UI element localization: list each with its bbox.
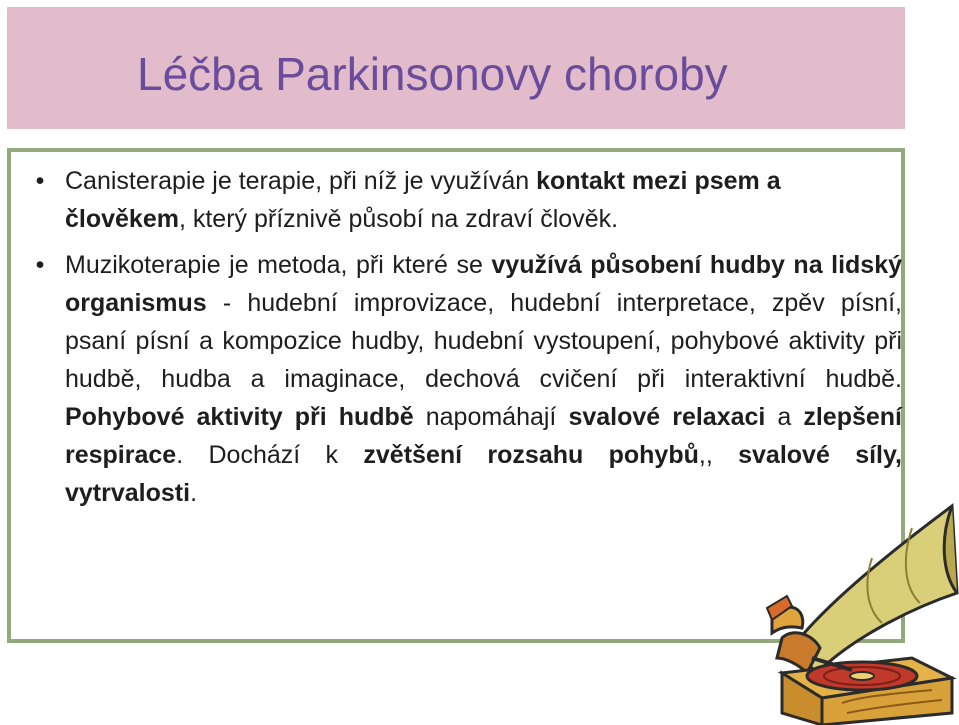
title-box bbox=[7, 7, 905, 129]
bullet-item-muzikoterapie: • Muzikoterapie je metoda, při které se využívá působení hudby na lidský organismus - hudební improvizace, hudební interpretace, zpěv písní, psaní písní a kompozice hudby, hudební vystoupení, pohybové aktivity při hudbě, hudba a imaginace, dechová cvičení při interaktivní hudbě. Pohybové aktivity při hudbě napomáhají svalové relaxaci a zlepšení respirace. Dochází k zvětšení rozsahu pohybů,, svalové síly, vytrvalosti. bbox=[25, 246, 902, 512]
bullet-dot: • bbox=[35, 167, 45, 195]
bullet-item-canisterapie: • Canisterapie je terapie, při níž je využíván kontakt mezi psem a člověkem, který příznivě působí na zdraví člověk. bbox=[25, 162, 902, 238]
bullet-list bbox=[25, 162, 902, 512]
gramophone-icon bbox=[762, 498, 959, 725]
bullet-dot: • bbox=[35, 251, 45, 279]
slide-title: Léčba Parkinsonovy choroby bbox=[137, 48, 728, 100]
